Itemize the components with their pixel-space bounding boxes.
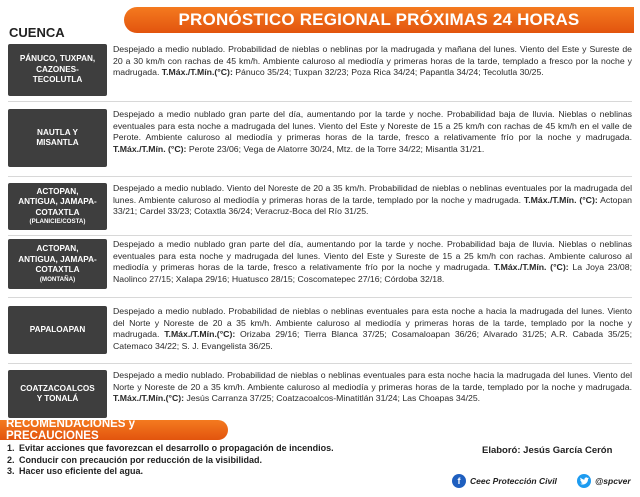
zone-label: PÁNUCO, TUXPAN, CAZONES- TECOLUTLA [8,44,107,96]
twitter-icon [577,474,591,488]
zone-forecast: Despejado a medio nublado gran parte del día, aumentando por la tarde y noche. Probabilidad baja de lluvia. Nieblas o neblinas eventuales para esta noche a madrugada del lunes. Viento del Este y Noreste de 15 a 25 km/h con rachas de 45 km/h en el valle de Perote. Ambiente caluroso al mediodía y primeras horas de la tarde, fresco a relativamente frío por la noche y madrugada. T.Máx./T.Mín. (°C): Perote 23/06; Vega de Alatorre 30/24, Mtz. de la Torre 34/22; Misantla 31/21. [113,109,632,154]
list-item: 2. Conducir con precaución por reducción de la visibilidad. [7,454,263,465]
twitter-link[interactable]: @spcver [577,474,631,488]
list-item: 1. Evitar acciones que favorezcan el desarrollo o propagación de incendios. [7,443,334,453]
divider [8,101,632,102]
zone-forecast: Despejado a medio nublado. Probabilidad de nieblas o neblinas por la madrugada y mañana del lunes. Viento del Este y Sureste de 20 a 30 km/h con rachas de 45 km/h. Ambiente caluroso al mediodía y primeras horas de la tarde, templado a fresco por la noche y madrugada. T.Máx./T.Mín.(°C): Pánuco 35/24; Tuxpan 32/23; Poza Rica 34/24; Papantla 34/24; Tecolutla 30/25. [113,44,632,78]
zone-label: NAUTLA Y MISANTLA [8,109,107,167]
facebook-link[interactable]: f Ceec Protección Civil [452,474,557,488]
zone-row [8,183,632,230]
author-credit: Elaboró: Jesús García Cerón [482,445,613,456]
zone-row [8,44,632,96]
recommendations-title: RECOMENDACIONES y PRECAUCIONES [0,420,228,440]
divider [8,176,632,177]
divider [8,363,632,364]
zone-label: ACTOPAN, ANTIGUA, JAMAPA- COTAXTLA (PLANICIE/COSTA) [8,183,107,230]
zone-forecast: Despejado a medio nublado. Probabilidad de nieblas o neblinas eventuales para esta noche a hacia la madrugada del lunes. Viento del Norte y Noreste de 20 a 35 km/h. Ambiente caluroso al mediodía y primeras horas de la tarde, templado por la noche y madrugada. T.Máx./T.Mín.(°C): Orizaba 29/16; Tierra Blanca 37/25; Cosamaloapan 36/26; Alvarado 31/25; A.R. Cabada 35/25; Catemaco 34/22; S. J. Evangelista 36/25. [113,306,632,351]
zone-row [8,370,632,418]
page-title: PRONÓSTICO REGIONAL PRÓXIMAS 24 HORAS [124,7,634,33]
divider [8,235,632,236]
zone-row [8,109,632,167]
facebook-icon: f [452,474,466,488]
zone-label: PAPALOAPAN [8,306,107,354]
zone-label: ACTOPAN, ANTIGUA, JAMAPA- COTAXTLA (MONTAÑA) [8,239,107,289]
zone-label: COATZACOALCOS Y TONALÁ [8,370,107,418]
zone-row [8,306,632,354]
zone-forecast: Despejado a medio nublado. Probabilidad de nieblas o neblinas eventuales para esta noche hacia la madrugada del lunes. Viento del Norte y Noreste de 20 a 35 km/h. Ambiente caluroso al mediodía y primeras horas de la tarde, templado por la noche y madrugada. T.Máx./T.Mín.(°C): Jesús Carranza 37/25; Coatzacoalcos-Minatitlán 31/24; Las Choapas 34/25. [113,370,632,404]
divider [8,297,632,298]
recommendations-list [7,443,334,478]
zone-forecast: Despejado a medio nublado. Viento del Noreste de 20 a 35 km/h. Probabilidad de nieblas o neblinas eventuales por la madrugada del lunes. Ambiente caluroso al mediodía y primeras horas de la tarde, templado por la noche y madrugada. T.Máx./T.Mín. (°C): Actopan 33/21; Cardel 33/23; Cotaxtla 36/24; Veracruz-Boca del Río 31/25. [113,183,632,217]
zone-forecast: Despejado a medio nublado gran parte del día, aumentando por la tarde y noche. Probabilidad baja de lluvia. Nieblas o neblinas eventuales para esta noche y madrugada del lunes. Viento del Este y Sureste de 15 a 25 km/h con rachas. Ambiente caluroso al mediodía y primeras horas de la tarde, fresco a relativamente frío por la noche y madrugada. T.Máx./T.Mín. (°C): La Joya 23/08; Naolinco 27/15; Xalapa 29/16; Huatusco 28/15; Coscomatepec 27/16; Córdoba 32/18. [113,239,632,284]
zone-row [8,239,632,289]
list-item: 3. Hacer uso eficiente del agua. [7,466,144,476]
region-title: CUENCA [9,25,65,40]
